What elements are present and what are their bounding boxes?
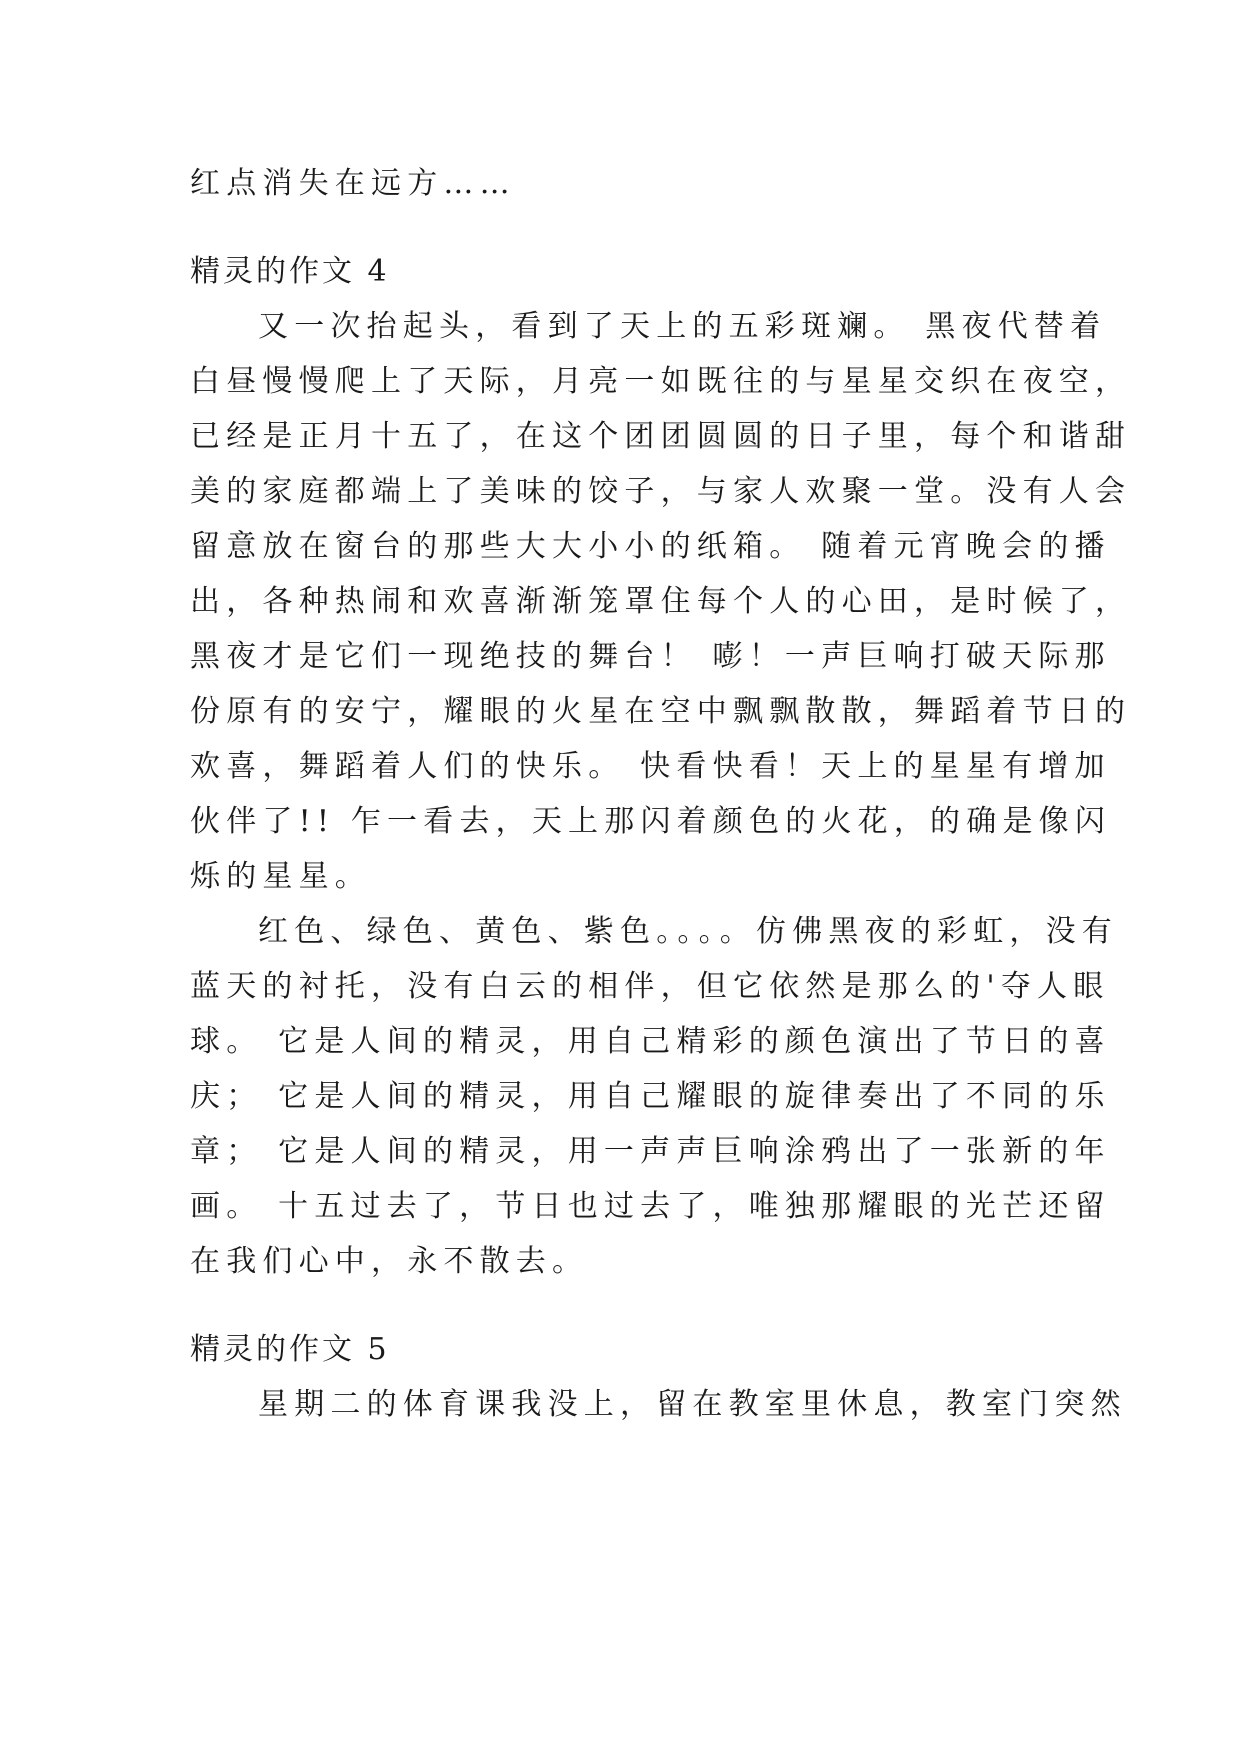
paragraph-line: 伙伴了!! 乍一看去，天上那闪着颜色的火花，的确是像闪 [190, 804, 1112, 839]
paragraph-line: 章； 它是人间的精灵，用一声声巨响涂鸦出了一张新的年 [190, 1134, 1111, 1169]
section-heading-5: 精灵的作文 5 [190, 1332, 390, 1367]
paragraph-line: 美的家庭都端上了美味的饺子，与家人欢聚一堂。没有人会 [190, 474, 1132, 509]
paragraph-line: 烁的星星。 [190, 859, 371, 894]
paragraph-line: 红色、绿色、黄色、紫色。。。。仿佛黑夜的彩虹，没有 [258, 914, 1118, 949]
paragraph-line: 出，各种热闹和欢喜渐渐笼罩住每个人的心田，是时候了， [190, 584, 1132, 619]
paragraph-line: 白昼慢慢爬上了天际，月亮一如既往的与星星交织在夜空， [190, 364, 1132, 399]
paragraph-line: 星期二的体育课我没上，留在教室里休息，教室门突然 [258, 1387, 1127, 1422]
paragraph-line: 又一次抬起头，看到了天上的五彩斑斓。 黑夜代替着 [258, 309, 1107, 344]
paragraph-line: 在我们心中，永不散去。 [190, 1244, 589, 1279]
text-line-ending: 红点消失在远方…… [190, 166, 516, 201]
paragraph-line: 已经是正月十五了，在这个团团圆圆的日子里，每个和谐甜 [190, 419, 1132, 454]
paragraph-line: 份原有的安宁，耀眼的火星在空中飘飘散散，舞蹈着节日的 [190, 694, 1132, 729]
paragraph-line: 欢喜，舞蹈着人们的快乐。 快看快看！天上的星星有增加 [190, 749, 1111, 784]
paragraph-line: 留意放在窗台的那些大大小小的纸箱。 随着元宵晚会的播 [190, 529, 1111, 564]
paragraph-line: 蓝天的衬托，没有白云的相伴，但它依然是那么的'夺人眼 [190, 969, 1110, 1004]
paragraph-line: 庆； 它是人间的精灵，用自己耀眼的旋律奏出了不同的乐 [190, 1079, 1111, 1114]
paragraph-line: 球。 它是人间的精灵，用自己精彩的颜色演出了节日的喜 [190, 1024, 1111, 1059]
paragraph-line: 黑夜才是它们一现绝技的舞台！ 嘭！一声巨响打破天际那 [190, 639, 1111, 674]
section-heading-4: 精灵的作文 4 [190, 254, 390, 289]
paragraph-line: 画。 十五过去了，节日也过去了，唯独那耀眼的光芒还留 [190, 1189, 1111, 1224]
